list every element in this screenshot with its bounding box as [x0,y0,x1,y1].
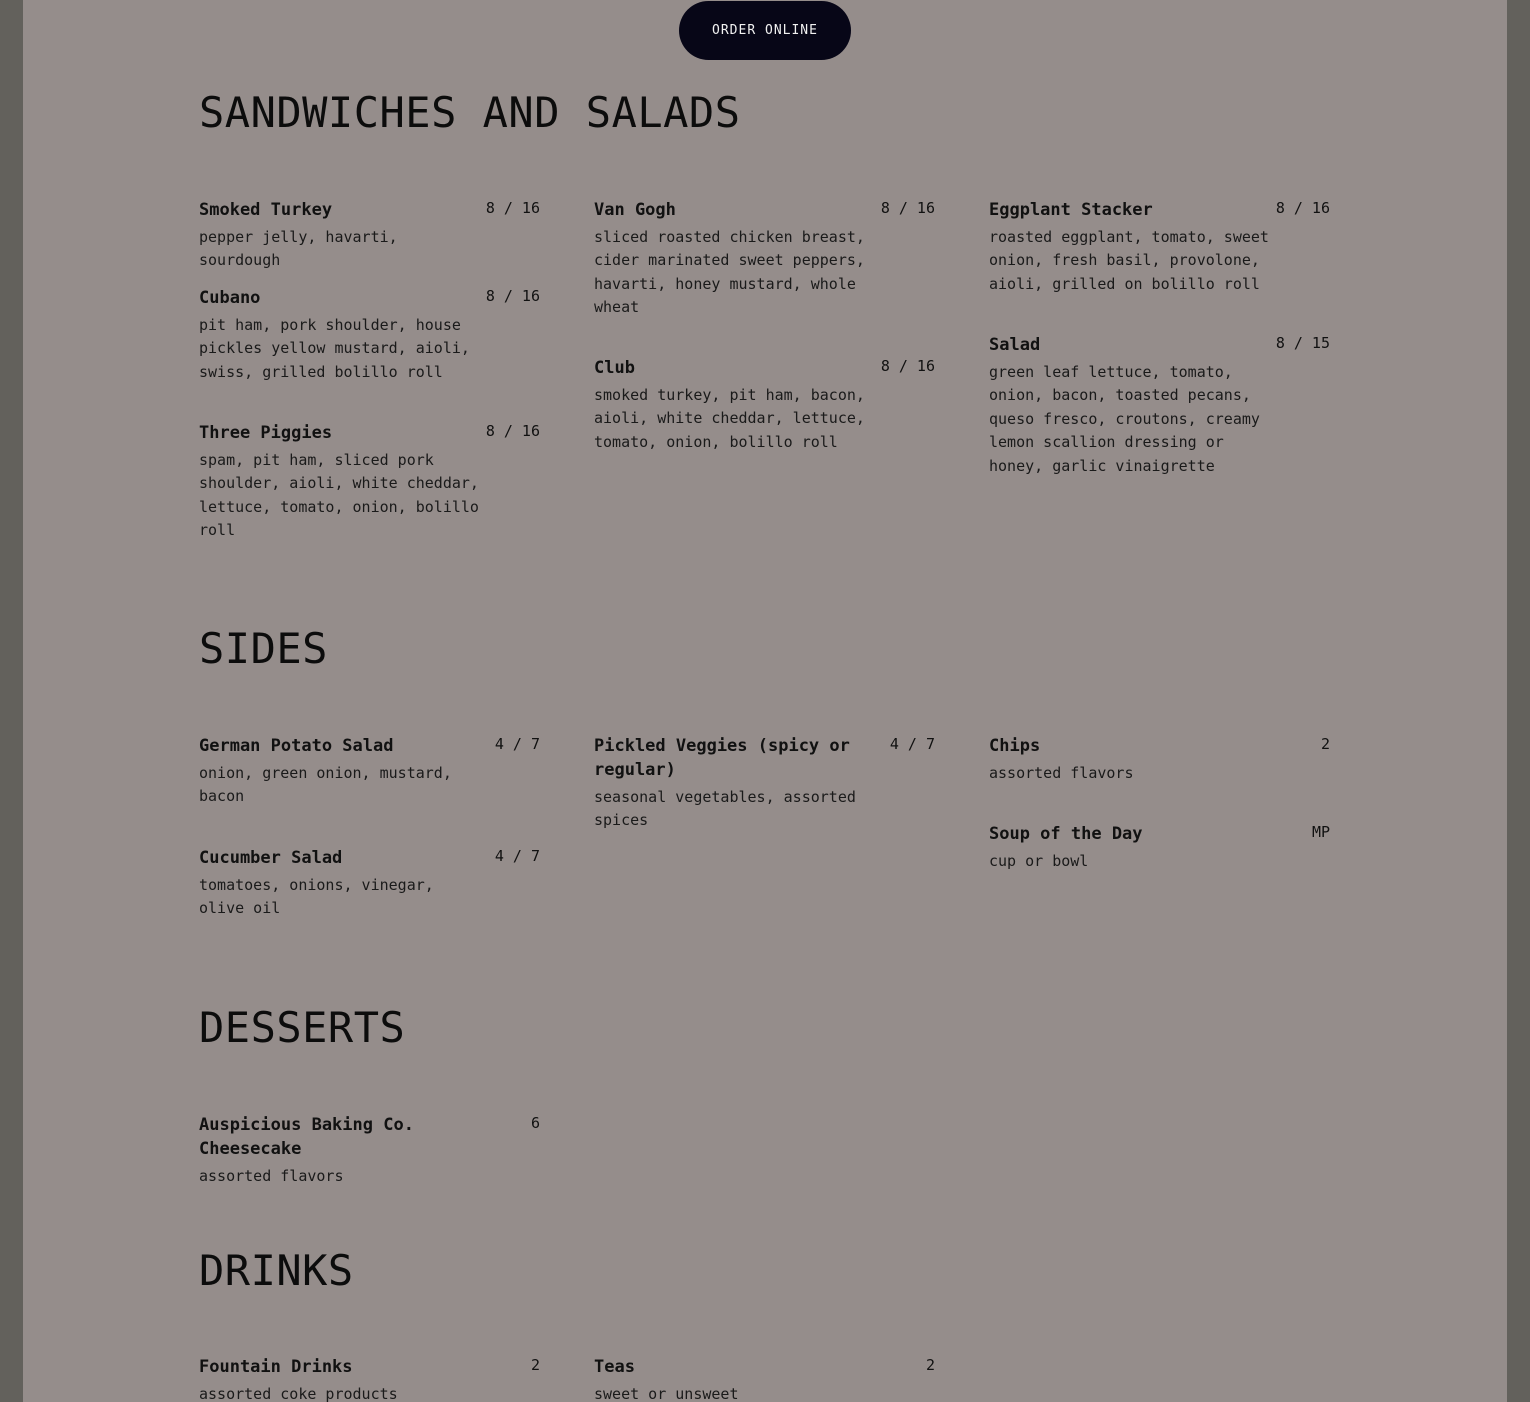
item-name: Three Piggies [199,423,333,443]
item-price: 8 / 16 [485,287,540,305]
menu-item [199,198,540,273]
item-price: 6 [530,1114,540,1132]
item-name: Smoked Turkey [199,200,333,220]
item-price: 8 / 16 [1275,199,1330,217]
item-name: Eggplant Stacker [989,200,1153,220]
item-name: Cubano [199,288,261,308]
section-title-sides: SIDES [199,624,328,673]
item-price: 8 / 16 [880,199,935,217]
section-title-desserts: DESSERTS [199,1003,406,1052]
menu-page [23,0,1507,1402]
item-name: Club [594,358,635,378]
item-price: 8 / 16 [485,422,540,440]
item-description: sliced roasted chicken breast, cider marinated sweet peppers, havarti, honey mustard, whole wheat [594,228,865,317]
item-price: 2 [925,1356,935,1374]
item-name: Soup of the Day [989,824,1143,844]
menu-item [989,198,1330,296]
menu-item [594,198,935,320]
section-title-drinks: DRINKS [199,1246,354,1295]
menu-item [199,1355,540,1402]
item-description: assorted flavors [989,764,1134,782]
item-description: smoked turkey, pit ham, bacon, aioli, white cheddar, lettuce, tomato, onion, bolillo roll [594,386,865,451]
item-price: 2 [1320,735,1330,753]
section-title-sandwiches: SANDWICHES AND SALADS [199,88,741,137]
item-description: onion, green onion, mustard, bacon [199,764,452,806]
item-price: 8 / 16 [485,199,540,217]
item-price: 8 / 15 [1275,334,1330,352]
menu-item [594,734,935,833]
item-price: 2 [530,1356,540,1374]
item-description: sweet or unsweet [594,1385,739,1402]
menu-item [199,421,540,543]
menu-item [199,846,540,921]
item-price: MP [1311,823,1330,841]
item-name: Fountain Drinks [199,1357,353,1377]
menu-item [594,1355,935,1402]
item-description: spam, pit ham, sliced pork shoulder, aioli, white cheddar, lettuce, tomato, onion, bolillo roll [199,451,479,540]
menu-item [989,734,1330,785]
item-name: Pickled Veggies (spicy or regular) [594,736,850,780]
item-description: cup or bowl [989,852,1089,870]
item-description: roasted eggplant, tomato, sweet onion, fresh basil, provolone, aioli, grilled on bolillo roll [989,228,1269,293]
item-name: Cucumber Salad [199,848,343,868]
item-name: Auspicious Baking Co. Cheesecake [199,1115,414,1159]
item-name: Van Gogh [594,200,676,220]
item-name: German Potato Salad [199,736,394,756]
item-description: seasonal vegetables, assorted spices [594,788,856,830]
menu-item [199,734,540,809]
item-description: assorted flavors [199,1167,344,1185]
menu-item [199,286,540,384]
item-description: green leaf lettuce, tomato, onion, bacon, toasted pecans, queso fresco, croutons, creamy lemon scallion dressing or honey, garlic vinaigrette [989,363,1260,475]
item-description: tomatoes, onions, vinegar, olive oil [199,876,434,918]
menu-item [199,1113,540,1188]
item-price: 4 / 7 [494,735,540,753]
item-price: 8 / 16 [880,357,935,375]
item-name: Salad [989,335,1041,355]
item-description: pepper jelly, havarti, sourdough [199,228,398,270]
item-name: Chips [989,736,1041,756]
menu-item [989,822,1330,873]
menu-item [594,356,935,454]
item-description: assorted coke products [199,1385,398,1402]
menu-item [989,333,1330,478]
item-name: Teas [594,1357,635,1377]
item-price: 4 / 7 [494,847,540,865]
order-online-button[interactable]: ORDER ONLINE [679,1,851,60]
item-price: 4 / 7 [889,735,935,753]
item-description: pit ham, pork shoulder, house pickles yellow mustard, aioli, swiss, grilled bolillo roll [199,316,470,381]
